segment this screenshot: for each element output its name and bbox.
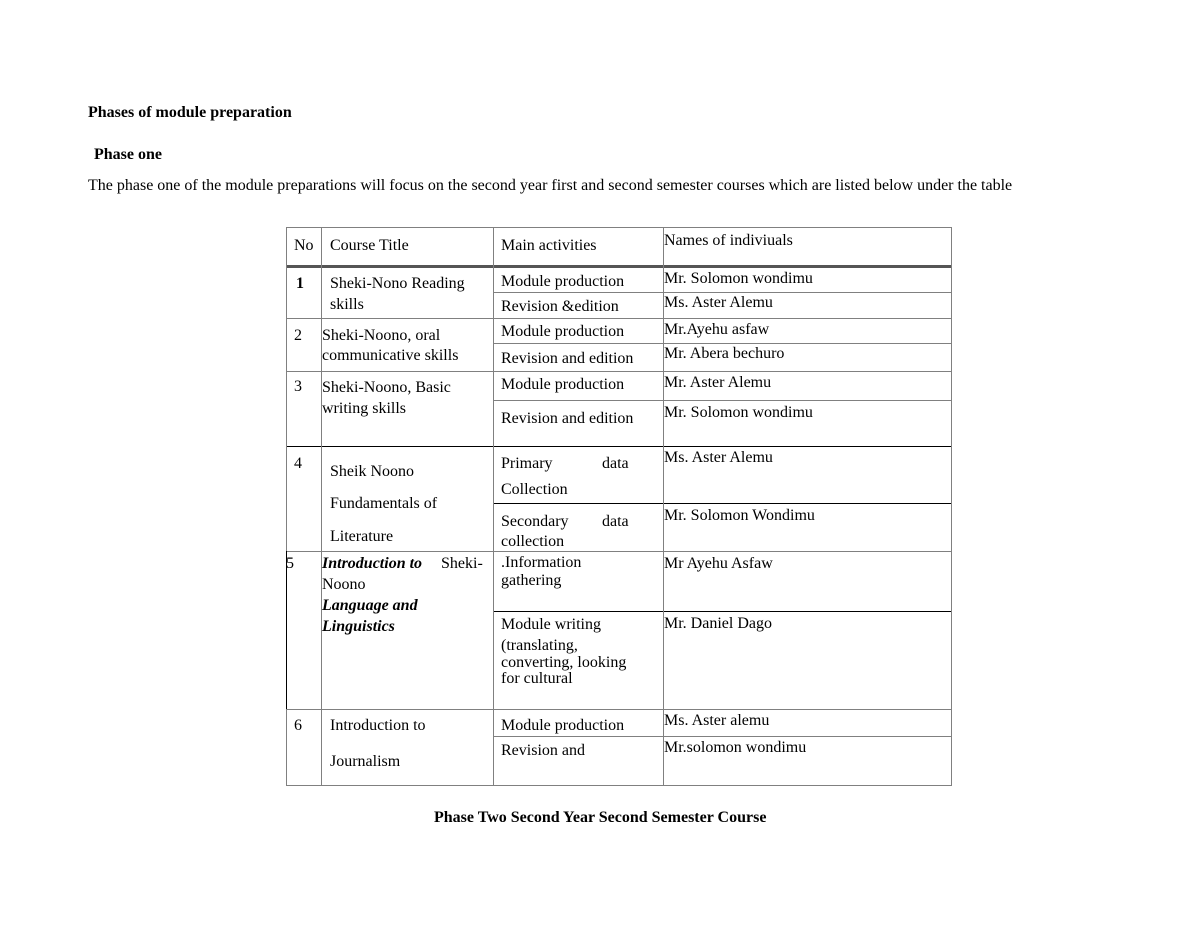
phase-two-caption: Phase Two Second Year Second Semester Course	[434, 809, 767, 826]
person-name: Mr.Ayehu asfaw	[664, 321, 770, 338]
activity: Revision and edition	[501, 410, 634, 427]
activity: Secondary	[501, 513, 569, 530]
header-main-activities: Main activities	[501, 237, 597, 254]
activity: Revision and edition	[501, 350, 634, 367]
person-name: Ms. Aster Alemu	[664, 294, 773, 311]
person-name: Mr Ayehu Asfaw	[664, 555, 773, 572]
activity: Revision &edition	[501, 298, 619, 315]
row-number: 2	[294, 327, 302, 344]
activity: Module production	[501, 376, 625, 393]
course-title: Introduction to	[330, 717, 426, 734]
course-title: Linguistics	[322, 618, 395, 635]
column-divider	[493, 227, 494, 786]
row-divider	[286, 318, 952, 319]
person-name: Ms. Aster Alemu	[664, 449, 773, 466]
activity: Module production	[501, 273, 625, 290]
table-border-bottom	[286, 785, 952, 786]
person-name: Mr. Solomon Wondimu	[664, 507, 815, 524]
row-number: 6	[294, 717, 302, 734]
subrow-divider	[493, 400, 952, 401]
activity: Module production	[501, 717, 625, 734]
course-title: Introduction to	[322, 555, 423, 572]
course-title: Sheik Noono	[330, 463, 414, 480]
section-heading: Phases of module preparation	[88, 104, 292, 121]
row-number: 4	[294, 455, 302, 472]
header-no: No	[294, 237, 314, 254]
activity: converting, looking	[501, 654, 627, 671]
activity: Primary	[501, 455, 553, 472]
course-title: skills	[330, 296, 364, 313]
course-title: Fundamentals of	[330, 495, 438, 512]
table-border-left-accent	[286, 551, 287, 709]
activity: Module production	[501, 323, 625, 340]
course-title: communicative skills	[322, 347, 459, 364]
person-name: Mr. Daniel Dago	[664, 615, 772, 632]
person-name: Mr. Solomon wondimu	[664, 404, 813, 421]
course-title: Journalism	[330, 753, 401, 770]
row-number: 1	[296, 275, 304, 292]
subrow-divider	[493, 503, 952, 504]
row-number: 3	[294, 378, 302, 395]
header-names: Names of indiviuals	[664, 232, 793, 249]
header-divider	[286, 265, 952, 268]
course-title: Noono	[322, 576, 366, 593]
person-name: Mr.solomon wondimu	[664, 739, 807, 756]
row-divider	[286, 446, 952, 447]
activity: Module writing	[501, 616, 601, 633]
row-number: 5	[286, 555, 294, 572]
activity: data	[602, 513, 629, 530]
course-title: Sheki-	[441, 555, 483, 572]
activity: gathering	[501, 572, 562, 589]
course-title: Sheki-Noono, Basic	[322, 379, 451, 396]
row-divider	[286, 709, 952, 710]
intro-paragraph: The phase one of the module preparations will focus on the second year first and second semester courses which are listed below under the table	[88, 177, 1013, 194]
person-name: Mr. Solomon wondimu	[664, 270, 813, 287]
activity: collection	[501, 533, 565, 550]
course-title: Language and	[322, 597, 418, 614]
module-preparation-table	[286, 227, 952, 786]
activity: Collection	[501, 481, 568, 498]
subrow-divider	[493, 611, 952, 612]
person-name: Mr. Abera bechuro	[664, 345, 785, 362]
table-border-right	[951, 227, 952, 786]
row-divider	[286, 551, 952, 552]
activity: data	[602, 455, 629, 472]
header-course-title: Course Title	[330, 237, 409, 254]
activity: for cultural	[501, 670, 573, 687]
phase-heading: Phase one	[94, 146, 162, 163]
course-title: Literature	[330, 528, 394, 545]
activity: .Information	[501, 554, 582, 571]
column-divider	[321, 227, 322, 786]
person-name: Ms. Aster alemu	[664, 712, 770, 729]
activity: Revision and	[501, 742, 585, 759]
course-title: Sheki-Noono, oral	[322, 327, 441, 344]
row-divider	[286, 371, 952, 372]
table-border-top	[286, 227, 952, 228]
course-title: writing skills	[322, 400, 407, 417]
course-title: Sheki-Nono Reading	[330, 275, 465, 292]
activity: (translating,	[501, 637, 578, 654]
person-name: Mr. Aster Alemu	[664, 374, 772, 391]
